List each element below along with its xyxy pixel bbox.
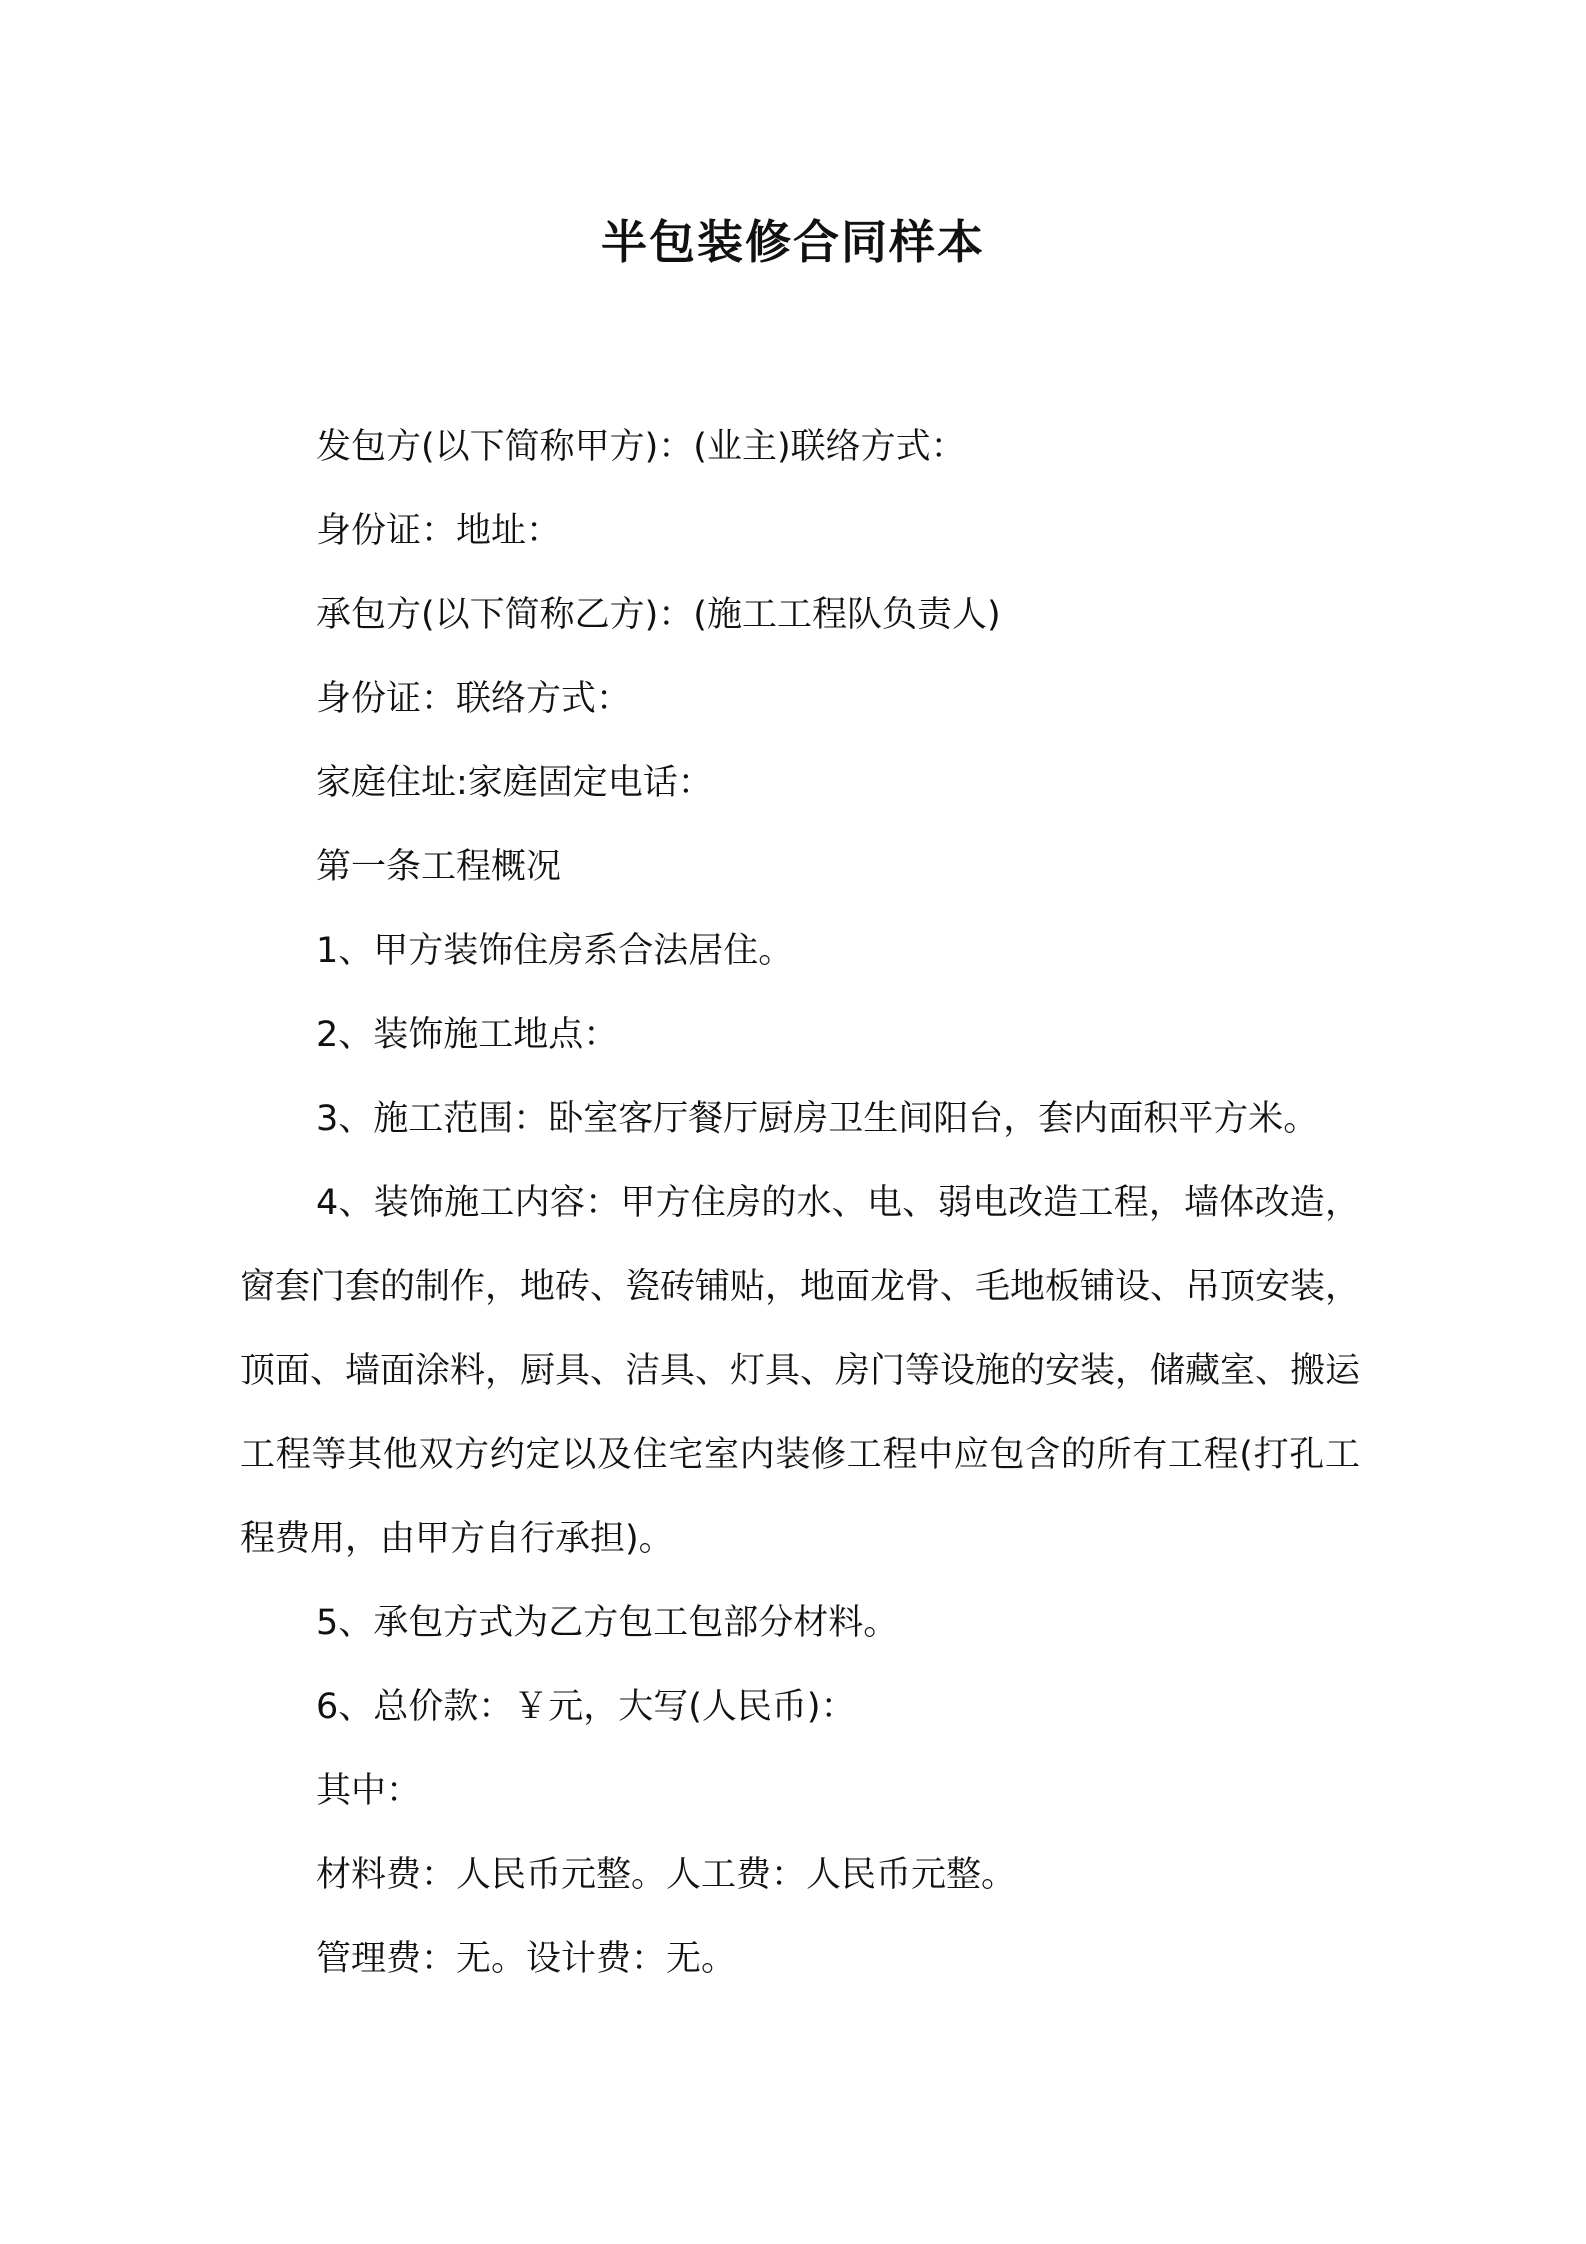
party-b-line: 承包方(以下简称乙方)：(施工工程队负责人) xyxy=(316,595,1001,635)
management-design-fee-line: 管理费：无。设计费：无。 xyxy=(316,1939,737,1979)
clause-5: 5、承包方式为乙方包工包部分材料。 xyxy=(316,1603,899,1643)
document-title: 半包装修合同样本 xyxy=(601,215,985,269)
price-breakdown-label: 其中： xyxy=(316,1771,422,1811)
clause-4: 4、装饰施工内容：甲方住房的水、电、弱电改造工程，墙体改造，窗套门套的制作，地砖、瓷砖铺贴，地面龙骨、毛地板铺设、吊顶安装，顶面、墙面涂料，厨具、洁具、灯具、房门等设施的安装，储藏室、搬运工程等其他双方约定以及住宅室内装修工程中应包含的所有工程(打孔工程费用，由甲方自行承担)。 xyxy=(240,1183,1361,1559)
party-a-line: 发包方(以下简称甲方)：(业主)联络方式： xyxy=(316,427,966,467)
clause-3: 3、施工范围：卧室客厅餐厅厨房卫生间阳台，套内面积平方米。 xyxy=(316,1099,1319,1139)
clause-6: 6、总价款：￥元，大写(人民币)： xyxy=(316,1687,856,1727)
clause-2: 2、装饰施工地点： xyxy=(316,1015,619,1055)
section-heading-overview: 第一条工程概况 xyxy=(316,847,562,887)
material-labor-fee-line: 材料费：人民币元整。人工费：人民币元整。 xyxy=(316,1855,1017,1895)
home-address-line: 家庭住址:家庭固定电话： xyxy=(316,763,713,803)
document-body xyxy=(240,405,1360,2001)
party-a-id-line: 身份证：地址： xyxy=(316,511,562,551)
party-b-id-line: 身份证：联络方式： xyxy=(316,679,632,719)
clause-1: 1、甲方装饰住房系合法居住。 xyxy=(316,931,794,971)
